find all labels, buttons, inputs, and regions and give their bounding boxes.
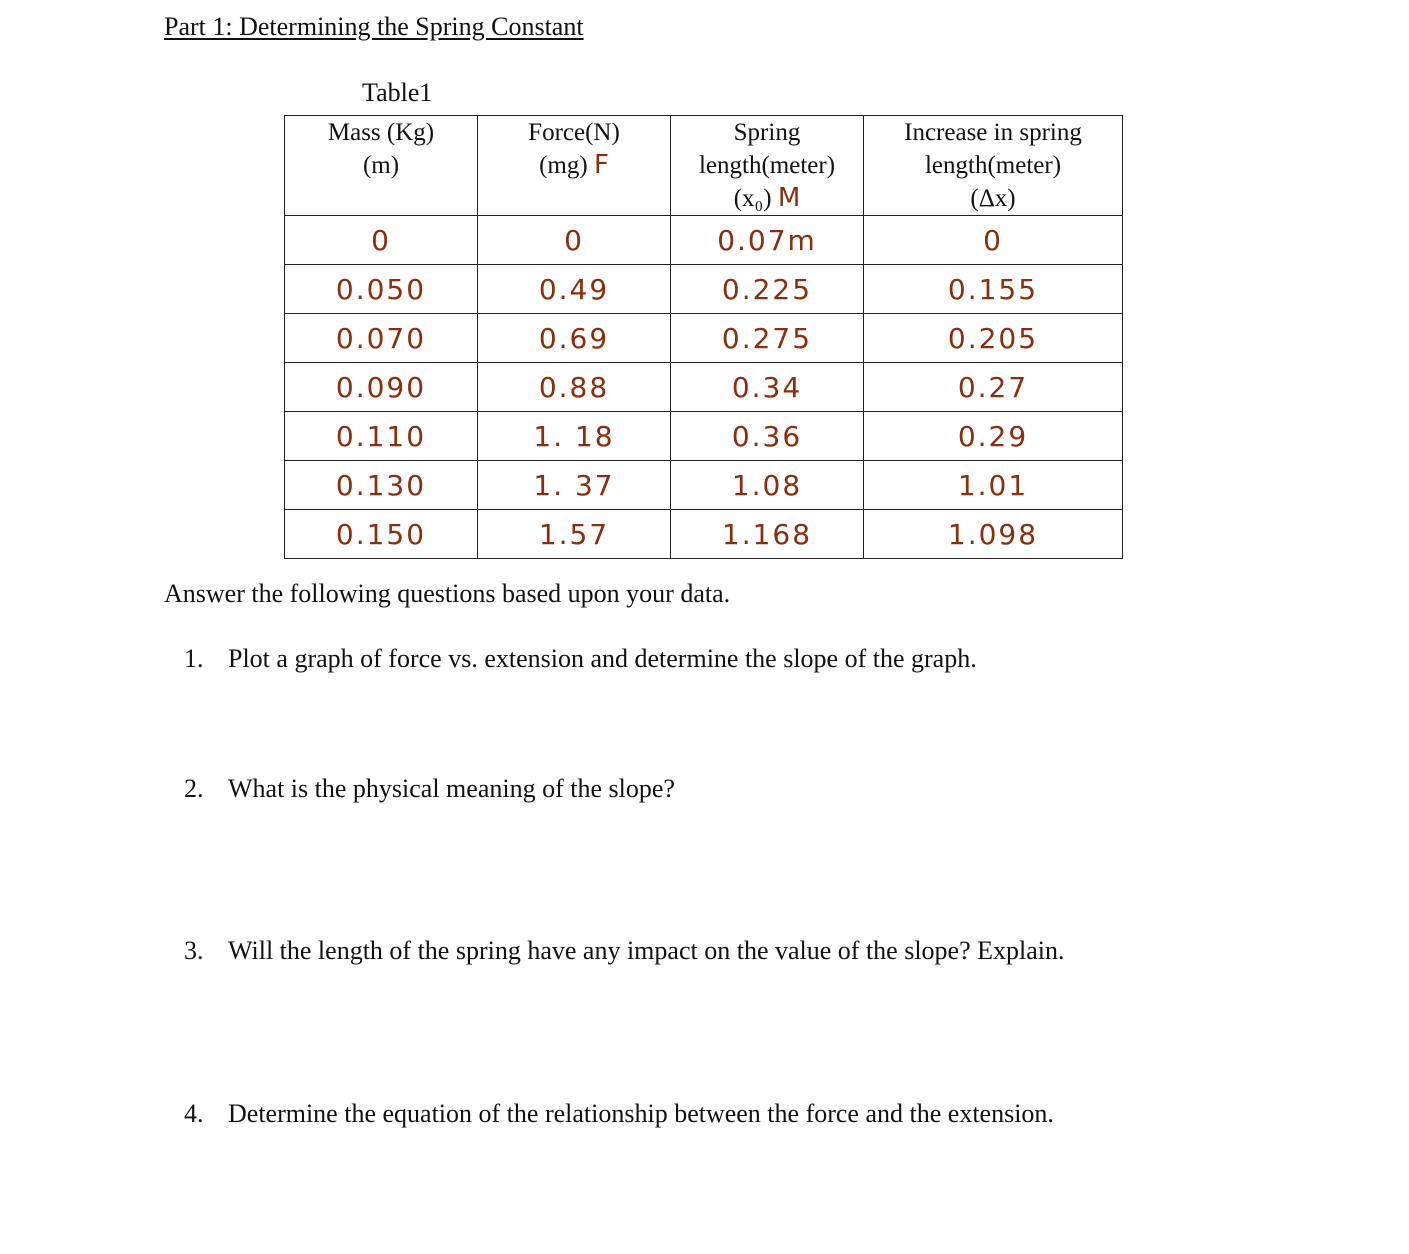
question-text: Determine the equation of the relationship between the force and the extension.	[228, 1099, 1054, 1128]
header-spring-length	[671, 116, 864, 216]
question-text: What is the physical meaning of the slope?	[228, 774, 675, 803]
cell-mass: 0.110	[285, 412, 478, 461]
cell-increase: 0.27	[864, 363, 1123, 412]
cell-force: 0.88	[478, 363, 671, 412]
cell-force: 1. 37	[478, 461, 671, 510]
table-caption: Table1	[362, 78, 433, 107]
cell-increase: 1.098	[864, 510, 1123, 559]
cell-increase: 1.01	[864, 461, 1123, 510]
question-number: 2.	[184, 774, 204, 803]
table-header-row	[285, 116, 1123, 216]
question-number: 1.	[184, 644, 204, 673]
header-mass-line-2: (m)	[362, 152, 400, 179]
question-text: Plot a graph of force vs. extension and determine the slope of the graph.	[228, 644, 977, 673]
questions-intro: Answer the following questions based upon your data.	[164, 579, 731, 608]
question-number: 4.	[184, 1099, 204, 1128]
question-text: Will the length of the spring have any impact on the value of the slope? Explain.	[228, 936, 1065, 965]
cell-force: 0	[478, 216, 671, 265]
spring-data-table	[284, 115, 1123, 559]
cell-increase: 0.155	[864, 265, 1123, 314]
header-mass-line-1: Mass (Kg)	[327, 119, 435, 146]
handwritten-note-F: F	[593, 150, 609, 180]
header-spring-line-2: length(meter)	[698, 152, 836, 179]
cell-increase: 0.205	[864, 314, 1123, 363]
cell-force: 1.57	[478, 510, 671, 559]
question-2	[184, 774, 675, 804]
question-3	[184, 936, 1065, 966]
cell-force: 0.49	[478, 265, 671, 314]
header-force-line-2: (mg)	[539, 152, 588, 179]
table-row	[285, 461, 1123, 510]
cell-mass: 0	[285, 216, 478, 265]
header-spring-line-3-wrap	[671, 182, 863, 215]
table-row	[285, 314, 1123, 363]
question-4	[184, 1099, 1054, 1129]
cell-spring-length: 1.08	[671, 461, 864, 510]
cell-spring-length: 0.07m	[671, 216, 864, 265]
table-row	[285, 216, 1123, 265]
table-row	[285, 265, 1123, 314]
question-number: 3.	[184, 936, 204, 965]
cell-increase: 0.29	[864, 412, 1123, 461]
cell-force: 0.69	[478, 314, 671, 363]
cell-spring-length: 0.275	[671, 314, 864, 363]
table-row	[285, 412, 1123, 461]
header-increase-line-2: length(meter)	[924, 152, 1062, 179]
question-1	[184, 644, 977, 674]
header-force-line-2-wrap	[478, 149, 670, 182]
header-force	[478, 116, 671, 216]
header-force-line-1: Force(N)	[528, 119, 620, 146]
cell-spring-length: 0.36	[671, 412, 864, 461]
cell-spring-length: 0.225	[671, 265, 864, 314]
cell-increase: 0	[864, 216, 1123, 265]
cell-force: 1. 18	[478, 412, 671, 461]
cell-mass: 0.050	[285, 265, 478, 314]
cell-mass: 0.130	[285, 461, 478, 510]
cell-spring-length: 0.34	[671, 363, 864, 412]
table-row	[285, 510, 1123, 559]
header-mass	[285, 116, 478, 216]
header-increase-line-3: (Δx)	[970, 185, 1016, 212]
cell-spring-length: 1.168	[671, 510, 864, 559]
cell-mass: 0.090	[285, 363, 478, 412]
table-row	[285, 363, 1123, 412]
header-increase	[864, 116, 1123, 216]
cell-mass: 0.150	[285, 510, 478, 559]
cell-mass: 0.070	[285, 314, 478, 363]
part-title: Part 1: Determining the Spring Constant	[164, 12, 584, 41]
header-increase-line-1: Increase in spring	[904, 119, 1082, 146]
header-spring-line-3: (x₀)	[733, 185, 772, 212]
handwritten-note-M: M	[777, 183, 801, 213]
header-spring-line-1: Spring	[733, 119, 801, 146]
